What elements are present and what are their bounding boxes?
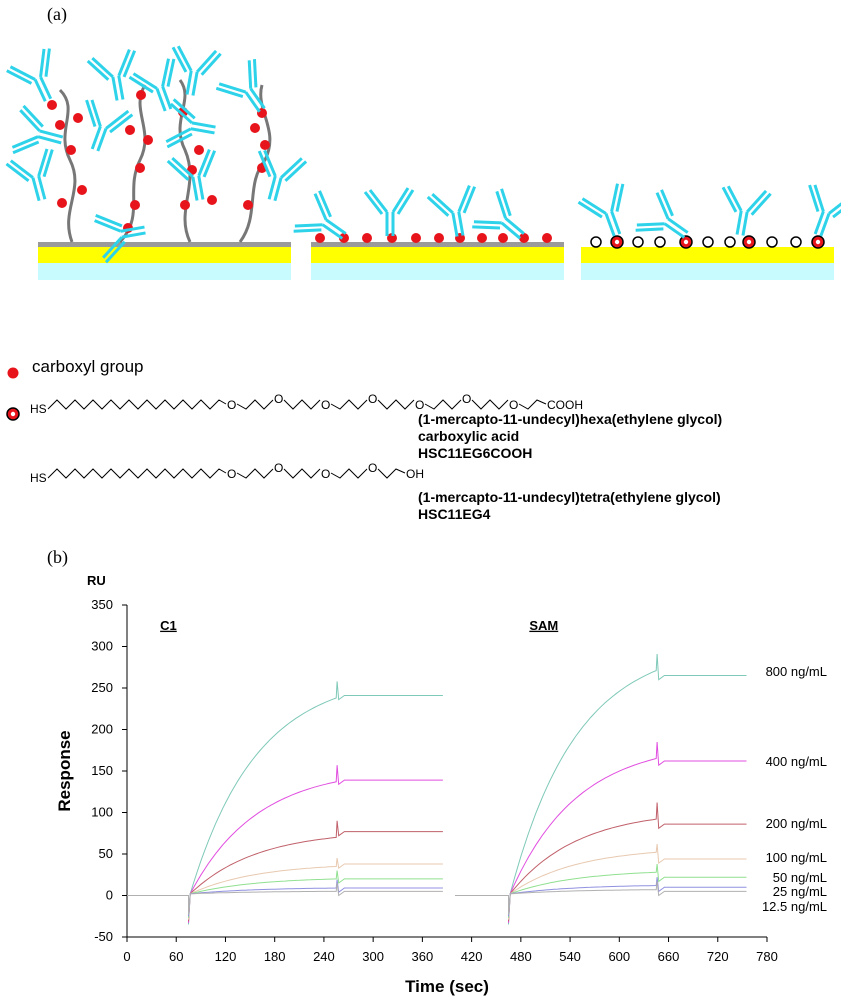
svg-text:O: O — [274, 392, 284, 406]
series-label: 12.5 ng/mL — [761, 899, 827, 914]
x-axis-title: Time (sec) — [405, 977, 489, 996]
molecule-1-name-line: carboxylic acid — [418, 428, 520, 444]
x-tick-label: 480 — [509, 949, 532, 964]
molecule-2-name-line: (1-mercapto-11-undecyl)tetra(ethylene glycol) — [418, 489, 721, 505]
y-tick-label: 350 — [91, 597, 113, 612]
carboxyl-tail: COOH — [547, 398, 583, 412]
series-line-sam — [455, 881, 746, 914]
series-label: 100 ng/mL — [765, 850, 827, 865]
x-tick-label: 540 — [559, 949, 581, 964]
x-tick-label: 420 — [460, 949, 483, 964]
series-label: 400 ng/mL — [765, 754, 827, 769]
x-tick-label: 240 — [313, 949, 335, 964]
series-line-c1 — [127, 880, 443, 917]
y-tick-label: 100 — [91, 804, 113, 820]
series-line-c1 — [127, 871, 443, 918]
molecule-1-name-line: (1-mercapto-11-undecyl)hexa(ethylene glycol) — [418, 411, 723, 427]
y-tick-label: 50 — [98, 846, 113, 861]
y-tick-label: 250 — [91, 680, 113, 695]
x-tick-label: 60 — [168, 949, 184, 964]
svg-text:O: O — [227, 467, 237, 481]
carboxyl-legend-label: carboxyl group — [32, 357, 144, 376]
x-tick-label: 660 — [657, 949, 680, 964]
y-tick-label: 0 — [105, 887, 113, 903]
molecule-1-formula: HSC11EG6COOH — [418, 445, 533, 461]
series-label: 25 ng/mL — [772, 884, 827, 899]
y-axis-title: Response — [55, 730, 74, 812]
x-tick-label: 720 — [706, 949, 729, 964]
series-label: 800 ng/mL — [765, 664, 827, 679]
panel-b-label: (b) — [47, 547, 68, 567]
series-line-sam — [455, 877, 746, 916]
segment-label: SAM — [529, 617, 559, 633]
x-tick-label: 120 — [214, 949, 237, 964]
series-line-c1 — [127, 821, 443, 921]
hydroxyl-tail: OH — [406, 467, 424, 481]
x-tick-label: 600 — [608, 949, 631, 964]
y-tick-label: -50 — [94, 929, 113, 944]
series-line-c1 — [127, 765, 443, 923]
y-tick-label: 300 — [91, 638, 113, 654]
x-tick-label: 0 — [123, 949, 131, 964]
series-line-sam — [455, 654, 746, 925]
x-tick-label: 180 — [263, 949, 286, 964]
svg-text:O: O — [415, 398, 425, 412]
svg-text:O: O — [321, 398, 331, 412]
series-line-sam — [455, 803, 746, 922]
x-tick-label: 300 — [362, 949, 385, 964]
svg-text:O: O — [509, 398, 519, 412]
series-label: 50 ng/mL — [772, 870, 827, 885]
series-line-sam — [455, 844, 746, 920]
svg-text:O: O — [462, 392, 472, 406]
x-tick-label: 780 — [756, 949, 778, 964]
svg-text:O: O — [274, 461, 284, 475]
svg-text:O: O — [368, 392, 378, 406]
segment-label: C1 — [160, 617, 177, 633]
thiol-head-1: HS — [30, 402, 47, 416]
chart-series — [127, 654, 747, 925]
series-label: 200 ng/mL — [765, 816, 827, 831]
x-tick-label: 360 — [411, 949, 434, 964]
thiol-head-2: HS — [30, 471, 47, 485]
y-tick-label: 200 — [91, 721, 113, 737]
molecule-2-formula: HSC11EG4 — [418, 506, 491, 522]
svg-text:O: O — [368, 461, 378, 475]
y-unit-label: RU — [87, 573, 106, 588]
chart-labels — [55, 573, 827, 996]
y-tick-label: 150 — [91, 763, 113, 778]
panel-a-label: (a) — [47, 4, 67, 24]
svg-text:O: O — [321, 467, 331, 481]
svg-text:O: O — [227, 398, 237, 412]
